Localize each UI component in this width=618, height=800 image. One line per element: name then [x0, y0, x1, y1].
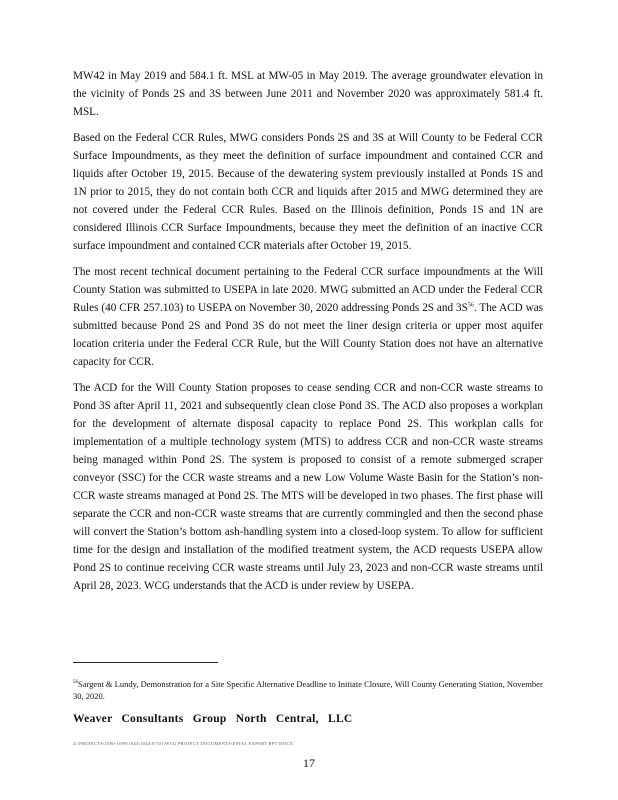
body-text [73, 67, 543, 603]
paragraph-technical-document-continued: . The ACD was submitted because Pond 2S and Pond 3S do not meet the liner design criteria or upper most aquifer location criteria under the Federal CCR Rule, but the Will County Station does not have an alternative capacity for CCR. [73, 302, 544, 368]
footnote-number: 56 [73, 680, 78, 685]
paragraph-technical-document-text: The most recent technical document pertaining to the Federal CCR surface impoundments at the Will County Station was submitted to USEPA in late 2020. MWG submitted an ACD under the Federal CCR Rules (40 CFR 257.103) to USEPA on November 30, 2020 addressing Ponds 2S and 3S [73, 266, 543, 314]
paragraph-technical-document [73, 263, 543, 371]
paragraph-groundwater: MW42 in May 2019 and 584.1 ft. MSL at MW-05 in May 2019. The average groundwater elevation in the vicinity of Ponds 2S and 3S between June 2011 and November 2020 was approximately 581.4 ft. MSL. [73, 70, 543, 118]
footnote-reference: 56 [467, 302, 474, 309]
company-name: Weaver Consultants Group North Central, LLC [73, 713, 353, 725]
file-path: Z:\PROJECTS\1000-1099\1044\1044\07\01\WCG PROJECT DOCUMENTS\FINAL EXPERT RPT\DOCX [73, 741, 294, 746]
footnote-divider [73, 662, 218, 663]
paragraph-ccr-rules: Based on the Federal CCR Rules, MWG considers Ponds 2S and 3S at Will County to be Federal CCR Surface Impoundments, as they meet the definition of surface impoundment and contained CCR and liquids after October 19, 2015. Because of the dewatering system previously installed at Ponds 1S and 1N prior to 2015, they do not contain both CCR and liquids after 2015 and MWG determined they are not covered under the Federal CCR Rules. Based on the Illinois definition, Ponds 1S and 1N are considered Illinois CCR Surface Impoundments, because they meet the definition of an inactive CCR surface impoundment and contained CCR materials after October 19, 2015. [73, 132, 543, 252]
page-number: 17 [303, 756, 315, 770]
footnote-text: Sargent & Lundy, Demonstration for a Site Specific Alternative Deadline to Initiate Closure, Will County Generating Station, November 30, 2020. [73, 678, 543, 701]
footnote [73, 677, 543, 702]
paragraph-acd-proposal: The ACD for the Will County Station proposes to cease sending CCR and non-CCR waste streams to Pond 3S after April 11, 2021 and subsequently clean close Pond 3S. The ACD also proposes a workplan for the development of alternate disposal capacity to replace Pond 2S. This workplan calls for implementation of a multiple technology system (MTS) to address CCR and non-CCR waste streams being managed within Pond 2S. The system is proposed to consist of a remote submerged scraper conveyor (SSC) for the CCR waste streams and a new Low Volume Waste Basin for the Station’s non-CCR waste streams managed at Pond 2S. The MTS will be developed in two phases. The first phase will separate the CCR and non-CCR waste streams that are currently commingled and then the second phase will convert the Station’s bottom ash-handling system into a closed-loop system. To allow for sufficient time for the design and installation of the modified treatment system, the ACD requests USEPA allow Pond 2S to continue receiving CCR waste streams until July 23, 2023 and non-CCR waste streams until April 28, 2023. WCG understands that the ACD is under review by USEPA. [73, 382, 543, 592]
